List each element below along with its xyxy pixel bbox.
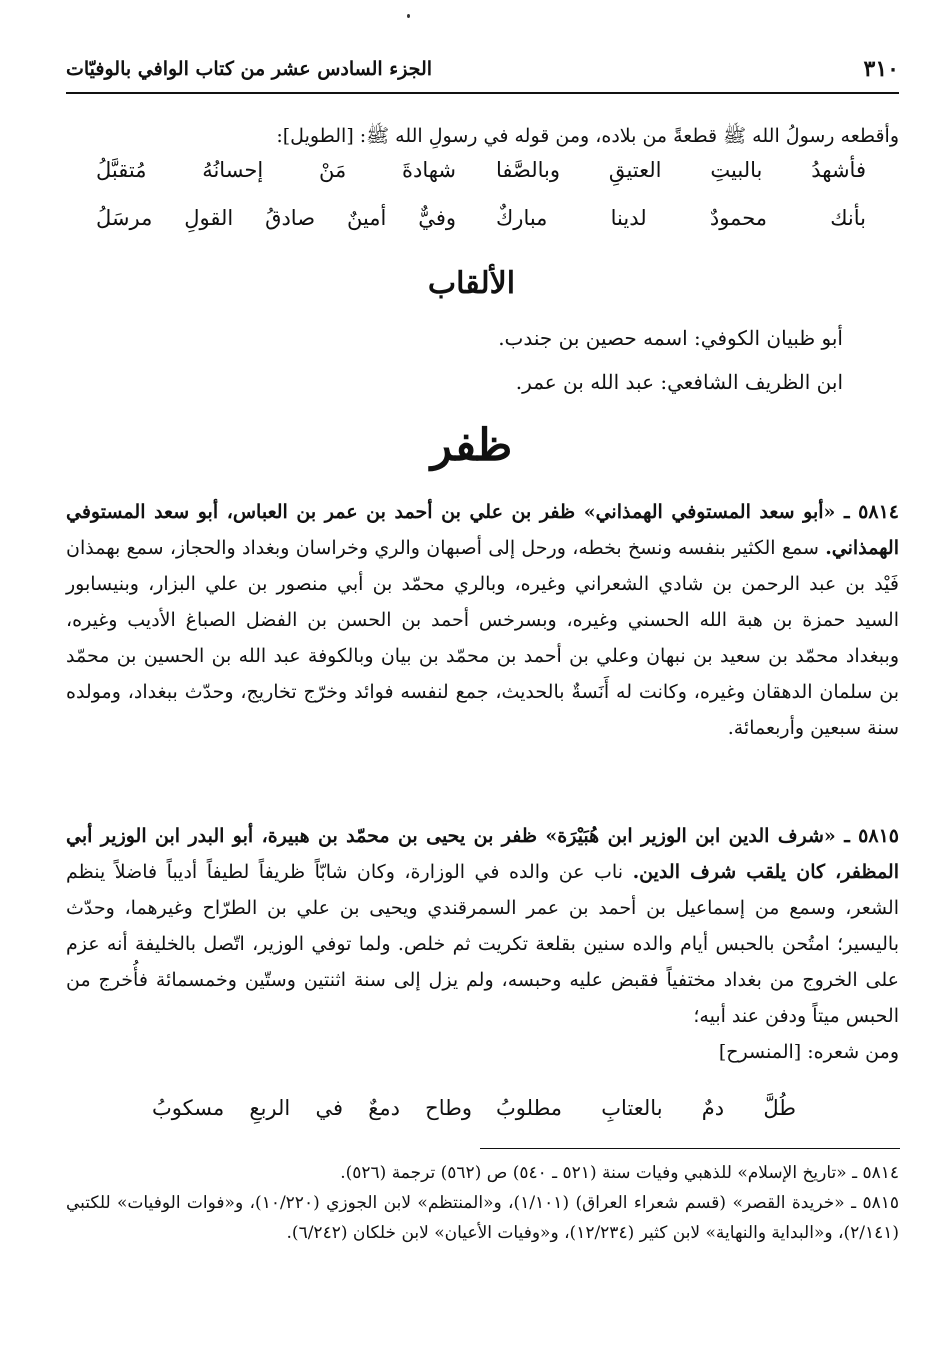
page-header [66,52,899,94]
page-number: ٣١٠ [863,56,899,82]
section-title-zafar: ظفر [430,420,513,471]
entry-5815-body: ناب عن والده في الوزارة، وكان شابّاً ظريفاً لطيفاً أديباً فاضلاً ينظم الشعر، وسمع من إسماعيل بن أحمد بن عمر السمرقندي ويحيى بن علي بن الطرّاح وغيرهما، وحدّث باليسير؛ امتُحن بالحبس أيام والده سنين بقلعة تكريت ثم خلص. ولما توفي الوزير، اتّصل بالخليفة أنه عزم على الخروج من بغداد مختفياً فقبض عليه وحبسه، ولم يزل إلى سنة اثنتين وستّين وخمسمائة فأُخرج من الحبس ميتاً ودفن عند أبيه؛ [66,861,899,1027]
entry-5814-head: ٥٨١٤ ـ «أبو سعد المستوفي الهمذاني» ظفر بن علي بن أحمد بن عمر بن العباس، أبو سعد المستوفي الهمذاني. [66,501,899,559]
verse-line [96,206,866,242]
section-title-alqab: الألقاب [427,266,516,301]
ink-speck [407,14,410,18]
alqab-entry: ابن الظريف الشافعي: عبد الله بن عمر. [515,370,843,394]
verse-line [96,158,866,194]
verse-second-hemistich: وطاح دمعٌ في الربعِ مسكوبُ [152,1096,472,1120]
running-title: الجزء السادس عشر من كتاب الوافي بالوفيّات [66,58,433,80]
verse-line [96,1096,866,1132]
verse-second-hemistich: وفيٌّ أمينٌ صادقُ القولِ مرسَلُ [96,206,456,230]
verse-first-hemistich: بأنك محمودٌ لدينا مباركٌ [496,206,866,230]
verse-first-hemistich: طُلَّ دمٌ بالعتابِ مطلوبُ [496,1096,796,1120]
footnotes [66,1158,899,1248]
verse-second-hemistich: شهادةَ مَنْ إحسانُهُ مُتقبَّلُ [96,158,456,182]
entry-5814 [66,494,899,746]
opening-line: وأقطعه رسولُ الله ﷺ قطعةً من بلاده، ومن قوله في رسولِ الله ﷺ: [الطويل]: [276,125,899,147]
entry-5815-poem-intro: ومن شعره: [المنسرح] [718,1041,899,1063]
verse-first-hemistich: فأشهدُ بالبيتِ العتيقِ وبالصَّفا [496,158,866,182]
entry-5814-body: سمع الكثير بنفسه ونسخ بخطه، ورحل إلى أصبهان والري وخراسان وبغداد والحجاز، سمع بهمذان فَيْد بن عبد الرحمن بن شادي الشعراني وغيره، وبالري محمّد بن أبي منصور بن علي البزار، وبنيسابور السيد حمزة بن هبة الله الحسني وغيره، وبسرخس أحمد بن الحسن بن الفضل الصباغ الأديب وغيره، وببغداد محمّد بن سعيد بن نبهان وعلي بن أحمد بن محمّد بن بيان وبالكوفة عبد الله بن الحسين بن محمّد بن سلمان الدهقان وغيره، وكانت له أَنَسةٌ بالحديث، جمع لنفسه فوائد وخرّج تخاريج، وحدّث ببغداد، ومولده سنة سبعين وأربعمائة. [66,537,899,739]
alqab-entry: أبو ظبيان الكوفي: اسمه حصين بن جندب. [498,326,843,350]
footnote-divider [480,1148,900,1149]
entry-5815-head: ٥٨١٥ ـ «شرف الدين ابن الوزير ابن هُبَيْرَة» ظفر بن يحيى بن محمّد بن هبيرة، أبو البدر ابن الوزير أبي المظفر، كان يلقب شرف الدين. [66,825,899,883]
footnote-5814: ٥٨١٤ ـ «تاريخ الإسلام» للذهبي وفيات سنة (٥٢١ ـ ٥٤٠) ص (٥٦٢) ترجمة (٥٢٦). [340,1163,899,1183]
footnote-5815: ٥٨١٥ ـ «خريدة القصر» (قسم شعراء العراق) (١/١٠١)، و«المنتظم» لابن الجوزي (١٠/٢٢٠)، و«فوات الوفيات» للكتبي (٢/١٤١)، و«البداية والنهاية» لابن كثير (١٢/٢٣٤)، و«وفيات الأعيان» لابن خلكان (٦/٢٤٢). [66,1193,899,1243]
entry-5815 [66,818,899,1070]
